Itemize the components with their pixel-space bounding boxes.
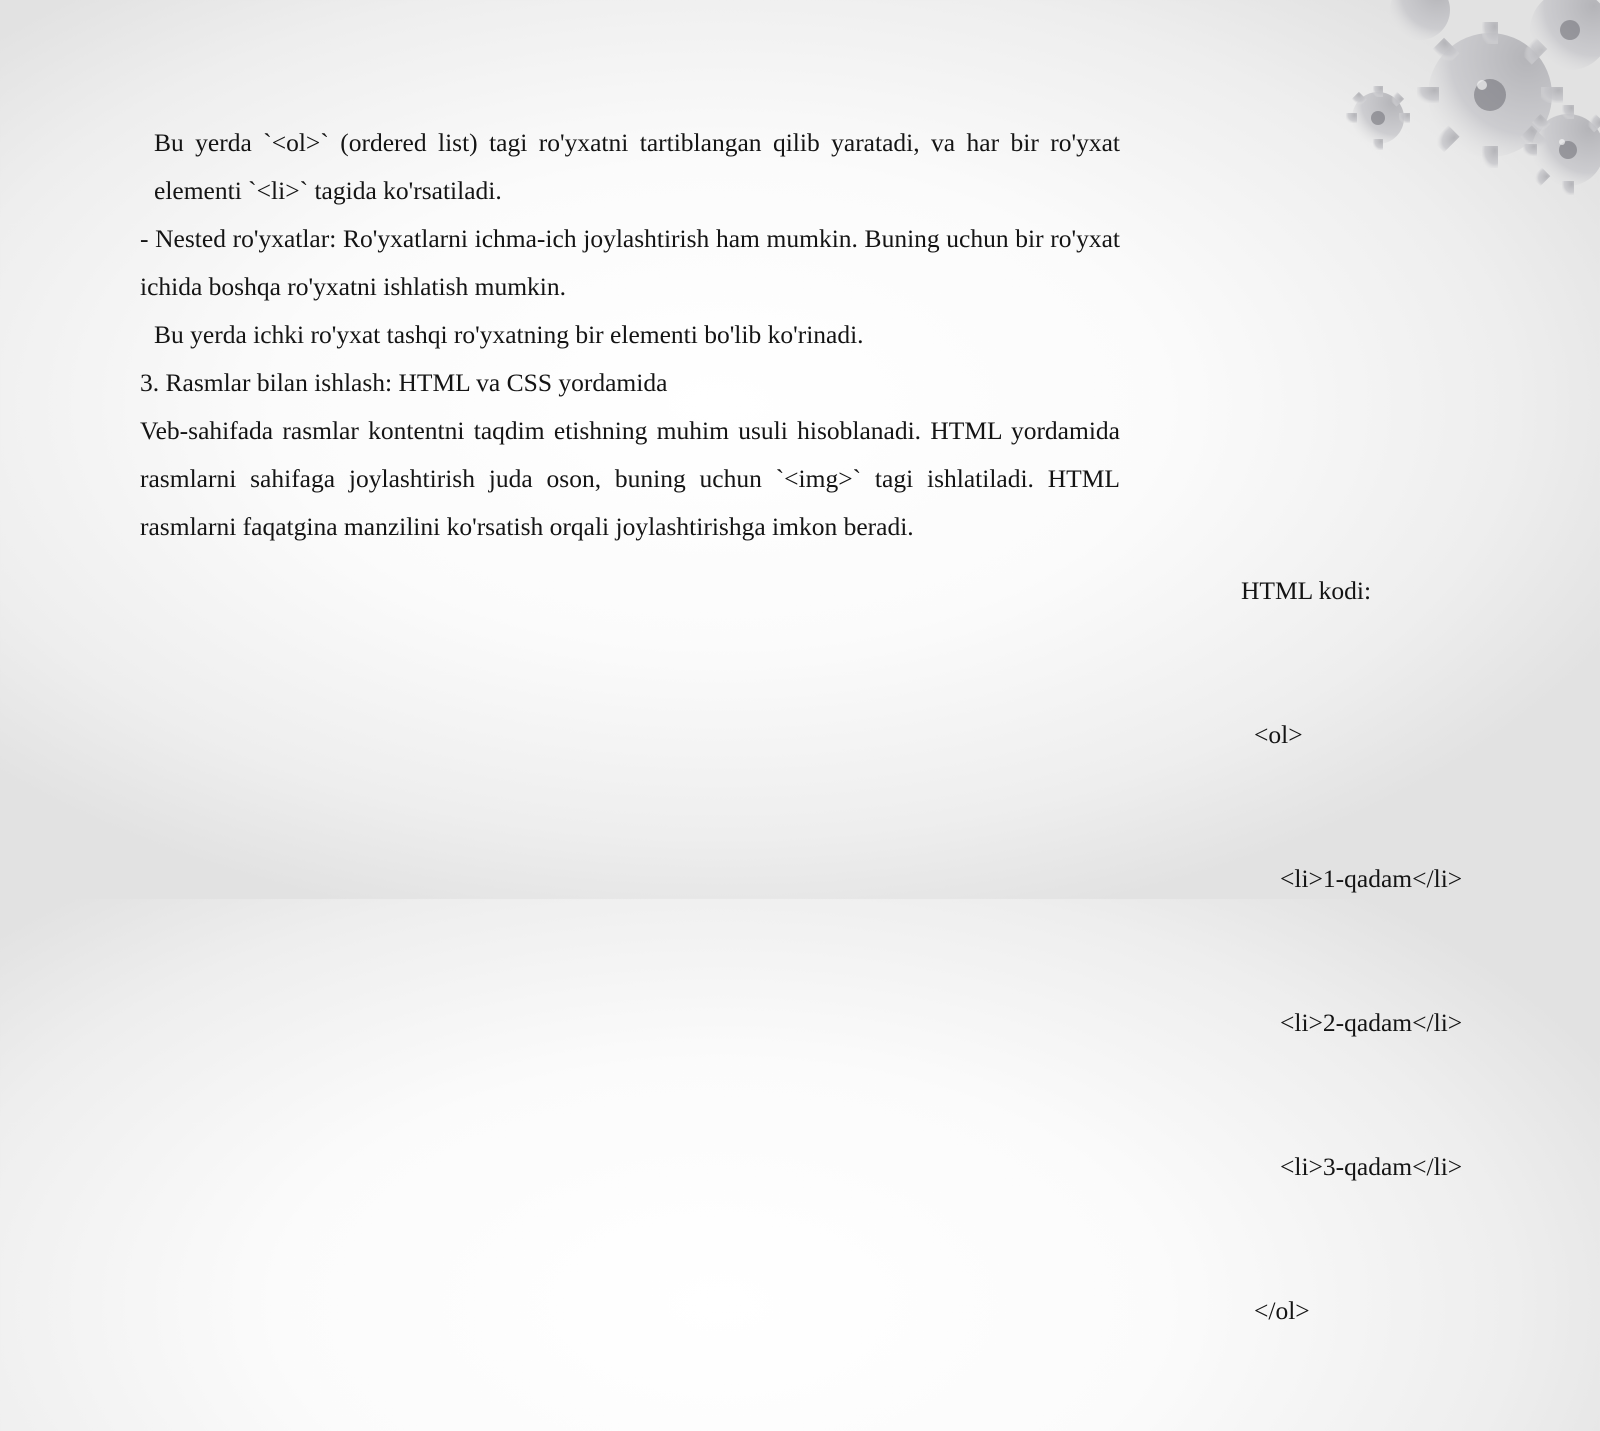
code-open-tag: <ol> [1254,720,1303,749]
section-heading-images: 3. Rasmlar bilan ishlash: HTML va CSS yordamida [140,368,668,397]
paragraph-ol-description: Bu yerda `<ol>` (ordered list) tagi ro'yxatni tartiblangan qilib yaratadi, va har bir ro'yxat elementi `<li>` tagida ko'rsatiladi. [154,128,1120,205]
code-close-tag: </ol> [1254,1296,1310,1325]
main-text [140,119,1120,551]
html-code-block [1241,471,1462,1431]
code-list-item: <li>1-qadam</li> [1280,864,1463,893]
code-list-item: <li>3-qadam</li> [1280,1152,1463,1181]
code-heading: HTML kodi: [1241,576,1372,605]
paragraph-inner-list: Bu yerda ichki ro'yxat tashqi ro'yxatning bir elementi bo'lib ko'rinadi. [154,320,864,349]
code-list-item: <li>2-qadam</li> [1280,1008,1463,1037]
paragraph-nested-lists: - Nested ro'yxatlar: Ro'yxatlarni ichma-ich joylashtirish ham mumkin. Buning uchun bir ro'yxat ichida boshqa ro'yxatni ishlatish mumkin. [140,224,1120,301]
paragraph-images: Veb-sahifada rasmlar kontentni taqdim etishning muhim usuli hisoblanadi. HTML yordamida rasmlarni sahifaga joylashtirish juda oson, buning uchun `<img>` tagi ishlatiladi. HTML rasmlarni faqatgina manzilini ko'rsatish orqali joylashtirishga imkon beradi. [140,416,1120,541]
gears-icon [1300,0,1600,240]
